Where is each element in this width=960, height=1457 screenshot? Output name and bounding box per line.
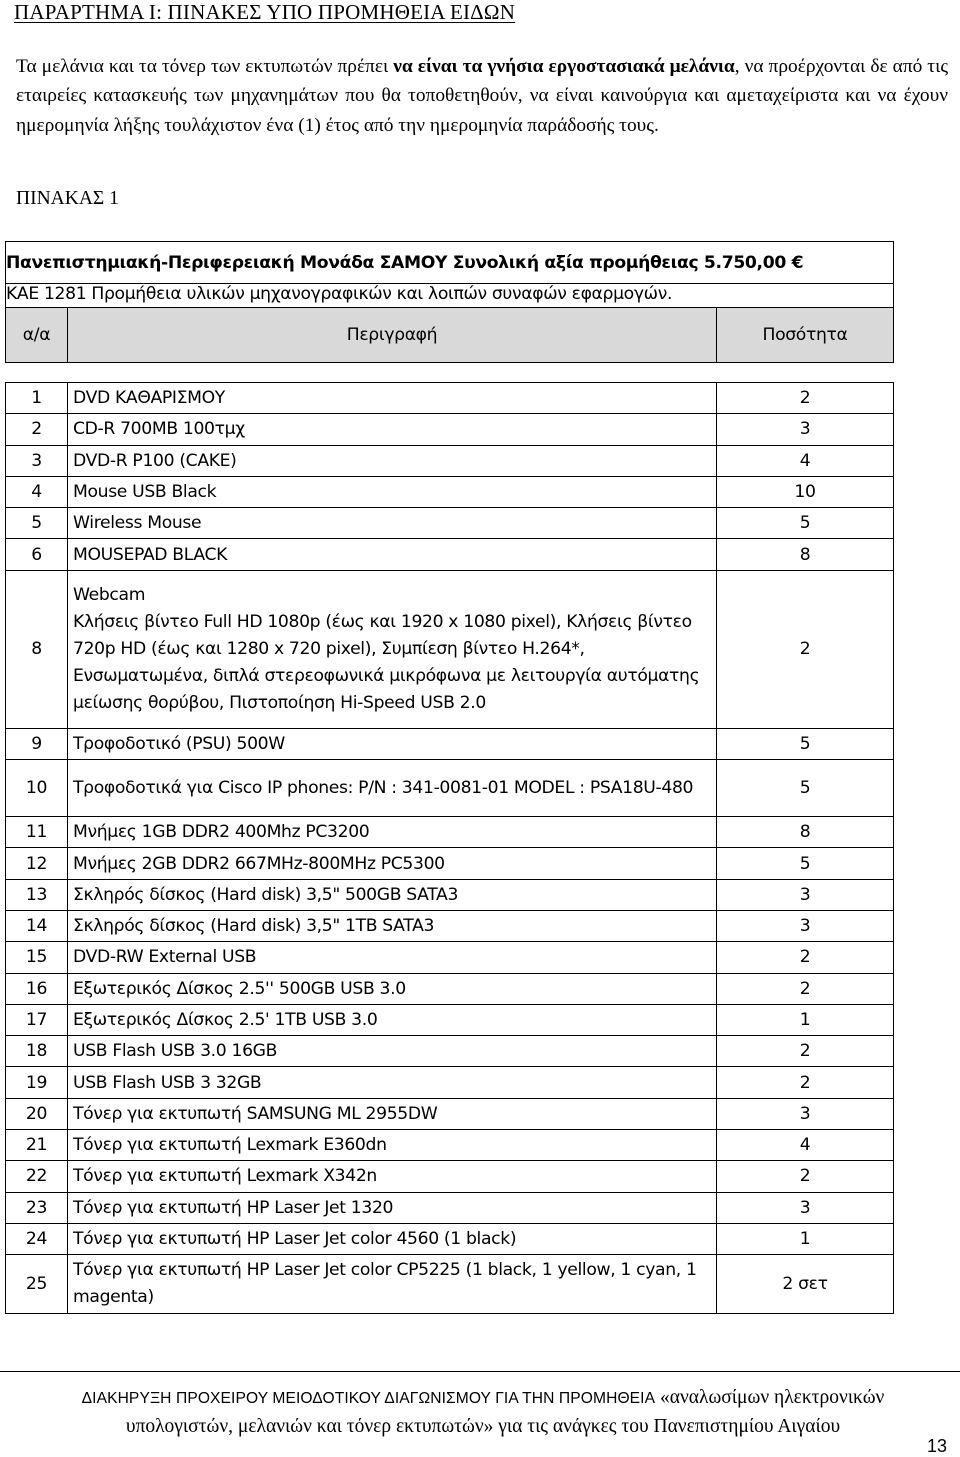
row-description: Τόνερ για εκτυπωτή SAMSUNG ML 2955DW bbox=[68, 1098, 717, 1129]
table-row bbox=[6, 817, 894, 848]
row-quantity: 3 bbox=[717, 1098, 894, 1129]
row-description: DVD-RW External USB bbox=[68, 942, 717, 973]
row-number: 13 bbox=[6, 879, 68, 910]
unit-header-text: Πανεπιστημιακή-Περιφερειακή Μονάδα ΣΑΜΟΥ Συνολική αξία προμήθειας 5.750,00 bbox=[6, 252, 786, 273]
row-description bbox=[68, 570, 717, 728]
intro-paragraph bbox=[16, 52, 948, 140]
row-description: Σκληρός δίσκος (Hard disk) 3,5" 500GB SATA3 bbox=[68, 879, 717, 910]
items-table bbox=[5, 241, 894, 1314]
row-description: USB Flash USB 3.0 16GB bbox=[68, 1036, 717, 1067]
table-row bbox=[6, 1255, 894, 1314]
row-number: 9 bbox=[6, 728, 68, 759]
row-number: 21 bbox=[6, 1130, 68, 1161]
spacer-row bbox=[6, 363, 894, 383]
table-row bbox=[6, 1192, 894, 1223]
row-description: CD-R 700MB 100τμχ bbox=[68, 414, 717, 445]
footer-quoted-text: «αναλωσίμων ηλεκτρονικών υπολογιστών, μελανιών και τόνερ εκτυπωτών» για τις ανάγκες του Πανεπιστημίου Αιγαίου bbox=[125, 1387, 885, 1437]
row-quantity: 3 bbox=[717, 910, 894, 941]
row-quantity: 2 bbox=[717, 570, 894, 728]
table-row bbox=[6, 1223, 894, 1254]
row-description-title: Webcam bbox=[73, 584, 146, 605]
row-quantity: 5 bbox=[717, 508, 894, 539]
row-quantity: 3 bbox=[717, 414, 894, 445]
row-description: Τόνερ για εκτυπωτή Lexmark X342n bbox=[68, 1161, 717, 1192]
table-row bbox=[6, 1036, 894, 1067]
row-number: 1 bbox=[6, 383, 68, 414]
row-number: 6 bbox=[6, 539, 68, 570]
row-quantity: 2 bbox=[717, 942, 894, 973]
row-quantity: 1 bbox=[717, 1004, 894, 1035]
row-description: MOUSEPAD BLACK bbox=[68, 539, 717, 570]
row-description: Σκληρός δίσκος (Hard disk) 3,5" 1TB SATA3 bbox=[68, 910, 717, 941]
row-description: Μνήμες 2GB DDR2 667MHz-800MHz PC5300 bbox=[68, 848, 717, 879]
row-number: 12 bbox=[6, 848, 68, 879]
table-row bbox=[6, 910, 894, 941]
row-quantity: 8 bbox=[717, 817, 894, 848]
row-quantity: 1 bbox=[717, 1223, 894, 1254]
row-description: Μνήμες 1GB DDR2 400Mhz PC3200 bbox=[68, 817, 717, 848]
table-row bbox=[6, 1130, 894, 1161]
row-description: Τόνερ για εκτυπωτή HP Laser Jet color CP5225 (1 black, 1 yellow, 1 cyan, 1 magenta) bbox=[68, 1255, 717, 1314]
table-row bbox=[6, 539, 894, 570]
row-number: 19 bbox=[6, 1067, 68, 1098]
table-row bbox=[6, 879, 894, 910]
table-row bbox=[6, 848, 894, 879]
page-number: 13 bbox=[927, 1436, 948, 1456]
column-header-quantity: Ποσότητα bbox=[717, 308, 894, 363]
table-row bbox=[6, 1098, 894, 1129]
row-description: DVD-R P100 (CAKE) bbox=[68, 445, 717, 476]
kae-cell: ΚΑΕ 1281 Προμήθεια υλικών μηχανογραφικών και λοιπών συναφών εφαρμογών. bbox=[6, 284, 894, 308]
row-number: 11 bbox=[6, 817, 68, 848]
items-table-body bbox=[6, 242, 894, 1314]
row-number: 22 bbox=[6, 1161, 68, 1192]
table-row bbox=[6, 973, 894, 1004]
table-row bbox=[6, 728, 894, 759]
row-quantity: 8 bbox=[717, 539, 894, 570]
row-description: USB Flash USB 3 32GB bbox=[68, 1067, 717, 1098]
row-description: Εξωτερικός Δίσκος 2.5' 1TB USB 3.0 bbox=[68, 1004, 717, 1035]
row-quantity: 5 bbox=[717, 760, 894, 817]
column-header-row bbox=[6, 308, 894, 363]
row-number: 16 bbox=[6, 973, 68, 1004]
row-number: 14 bbox=[6, 910, 68, 941]
row-number: 25 bbox=[6, 1255, 68, 1314]
column-header-num: α/α bbox=[6, 308, 68, 363]
row-description: DVD ΚΑΘΑΡΙΣΜΟΥ bbox=[68, 383, 717, 414]
table-row bbox=[6, 570, 894, 728]
footer bbox=[28, 1384, 938, 1441]
table-row bbox=[6, 508, 894, 539]
row-quantity: 2 bbox=[717, 973, 894, 1004]
table-row bbox=[6, 760, 894, 817]
spacer-cell bbox=[6, 363, 894, 383]
row-quantity: 2 σετ bbox=[717, 1255, 894, 1314]
row-number: 18 bbox=[6, 1036, 68, 1067]
row-quantity: 2 bbox=[717, 383, 894, 414]
row-description-details: Κλήσεις βίντεο Full HD 1080p (έως και 1920 x 1080 pixel), Κλήσεις βίντεο 720p HD (έως και 1280 x 720 pixel), Συμπίεση βίντεο H.264*, Ενσωματωμένα, διπλά στερεοφωνικά μικρόφωνα με λειτουργία αυτόματης μείωσης θορύβου, Πιστοποίηση Hi-Speed USB 2.0 bbox=[73, 611, 700, 713]
row-quantity: 5 bbox=[717, 728, 894, 759]
row-quantity: 3 bbox=[717, 1192, 894, 1223]
row-description: Τόνερ για εκτυπωτή HP Laser Jet color 4560 (1 black) bbox=[68, 1223, 717, 1254]
row-description: Wireless Mouse bbox=[68, 508, 717, 539]
row-description: Τροφοδοτικά για Cisco IP phones: P/N : 341-0081-01 MODEL : PSA18U-480 bbox=[68, 760, 717, 817]
row-number: 24 bbox=[6, 1223, 68, 1254]
row-description: Τόνερ για εκτυπωτή Lexmark E360dn bbox=[68, 1130, 717, 1161]
row-description: Mouse USB Black bbox=[68, 476, 717, 507]
row-number: 3 bbox=[6, 445, 68, 476]
table-row bbox=[6, 1067, 894, 1098]
unit-header-row bbox=[6, 242, 894, 284]
row-description: Τόνερ για εκτυπωτή HP Laser Jet 1320 bbox=[68, 1192, 717, 1223]
intro-text-2: , να προέρχονται δε από τις εταιρείες κατασκευής των μηχανημάτων που θα τοποθετηθούν, να είναι καινούργια και αμεταχείριστα και να έχουν ημερομηνία λήξης τουλάχιστον ένα (1) έτος από την ημερομηνία παράδοσής τους. bbox=[16, 56, 948, 136]
row-description: Τροφοδοτικό (PSU) 500W bbox=[68, 728, 717, 759]
row-number: 15 bbox=[6, 942, 68, 973]
euro-symbol: € bbox=[791, 252, 804, 273]
row-number: 17 bbox=[6, 1004, 68, 1035]
unit-header-cell bbox=[6, 242, 894, 284]
footer-rule bbox=[0, 1371, 960, 1372]
row-quantity: 5 bbox=[717, 848, 894, 879]
row-quantity: 4 bbox=[717, 445, 894, 476]
row-number: 10 bbox=[6, 760, 68, 817]
footer-caps-text: ΔΙΑΚΗΡΥΞΗ ΠΡΟΧΕΙΡΟΥ ΜΕΙΟΔΟΤΙΚΟΥ ΔΙΑΓΩΝΙΣΜΟΥ ΓΙΑ ΤΗΝ ΠΡΟΜΗΘΕΙΑ bbox=[81, 1390, 656, 1407]
row-quantity: 10 bbox=[717, 476, 894, 507]
column-header-description: Περιγραφή bbox=[68, 308, 717, 363]
table-row bbox=[6, 1004, 894, 1035]
kae-row bbox=[6, 284, 894, 308]
row-quantity: 3 bbox=[717, 879, 894, 910]
table-label: ΠΙΝΑΚΑΣ 1 bbox=[16, 188, 119, 209]
annex-title: ΠΑΡΑΡΤΗΜΑ Ι: ΠΙΝΑΚΕΣ ΥΠΟ ΠΡΟΜΗΘΕΙΑ ΕΙΔΩΝ bbox=[14, 0, 516, 24]
table-row bbox=[6, 476, 894, 507]
intro-text-1: Τα μελάνια και τα τόνερ των εκτυπωτών πρέπει bbox=[16, 56, 394, 77]
table-row bbox=[6, 1161, 894, 1192]
intro-bold-text: να είναι τα γνήσια εργοστασιακά μελάνια bbox=[393, 56, 735, 77]
row-number: 4 bbox=[6, 476, 68, 507]
row-quantity: 4 bbox=[717, 1130, 894, 1161]
table-row bbox=[6, 383, 894, 414]
row-number: 20 bbox=[6, 1098, 68, 1129]
table-row bbox=[6, 414, 894, 445]
row-number: 8 bbox=[6, 570, 68, 728]
table-row bbox=[6, 942, 894, 973]
row-description: Εξωτερικός Δίσκος 2.5'' 500GB USB 3.0 bbox=[68, 973, 717, 1004]
row-quantity: 2 bbox=[717, 1036, 894, 1067]
row-number: 2 bbox=[6, 414, 68, 445]
row-number: 23 bbox=[6, 1192, 68, 1223]
row-quantity: 2 bbox=[717, 1161, 894, 1192]
row-number: 5 bbox=[6, 508, 68, 539]
row-quantity: 2 bbox=[717, 1067, 894, 1098]
table-row bbox=[6, 445, 894, 476]
